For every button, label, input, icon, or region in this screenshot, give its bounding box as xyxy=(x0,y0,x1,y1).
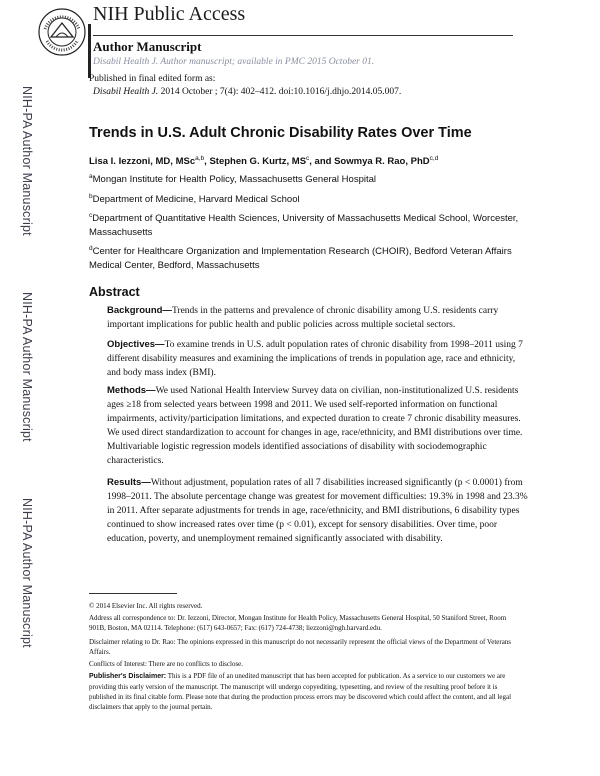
copyright-note: © 2014 Elsevier Inc. All rights reserved. xyxy=(89,602,203,610)
nih-public-access-title: NIH Public Access xyxy=(93,3,246,25)
section-label: Background— xyxy=(107,305,172,316)
sidebar-label-top: NIH-PA Author Manuscript xyxy=(20,86,34,236)
publisher-disclaimer xyxy=(89,671,519,712)
publisher-disclaimer-text: This is a PDF file of an unedited manuscript that has been accepted for publication. As a service to our customers we are providing this early version of the manuscript. The manuscript will undergo copyediting, typesetting, and review of the resulting proof before it is published in its final citable form. Please note that during the production process errors may be discovered which could affect the content, and all legal disclaimers that apply to the journal pertain. xyxy=(89,672,512,711)
citation-details: 2014 October ; 7(4): 402–412. doi:10.1016/j.dhjo.2014.05.007. xyxy=(158,87,402,97)
author-list xyxy=(89,155,438,167)
affiliation xyxy=(89,190,529,207)
affiliation-sup: d xyxy=(89,245,93,252)
availability-line[interactable] xyxy=(93,57,374,67)
author-affil-sup: a,b xyxy=(195,155,205,162)
affiliation-text: Department of Quantitative Health Sciences, University of Massachusetts Medical School, Worcester, Massachusetts xyxy=(89,213,519,239)
rao-disclaimer-note: Disclaimer relating to Dr. Rao: The opinions expressed in this manuscript do not necessarily represent the official views of the Department of Veterans Affairs. xyxy=(89,638,512,656)
affiliation-text: Department of Medicine, Harvard Medical School xyxy=(92,194,300,206)
article-title: Trends in U.S. Adult Chronic Disability Rates Over Time xyxy=(89,125,472,141)
section-text: Trends in the patterns and prevalence of chronic disability among U.S. residents carry important implications for public health and public policies across multiple societal sectors. xyxy=(107,306,499,330)
header-rule xyxy=(93,35,513,36)
affiliation xyxy=(89,170,529,187)
correspondence-note: Address all correspondence to: Dr. Iezzoni, Director, Mongan Institute for Health Policy, Massachusetts General Hospital, 50 Staniford Street, Room 901B, Boston, MA 02114. Telephone: (617) 643-0657; Fax: (617) 724-4738; liezzoni@ngh.harvard.edu. xyxy=(89,614,507,632)
affiliation xyxy=(89,209,529,240)
footnote-rule xyxy=(89,593,177,594)
abstract-methods xyxy=(107,384,531,468)
availability-text: Disabil Health J. Author manuscript; available in PMC 2015 October 01. xyxy=(93,57,375,67)
section-label: Results— xyxy=(107,477,151,488)
section-label: Objectives— xyxy=(107,339,165,350)
published-in-label: Published in final edited form as: xyxy=(89,74,216,84)
abstract-results xyxy=(107,476,531,546)
abstract-background xyxy=(107,304,531,332)
author-affil-sup: c,d xyxy=(429,155,439,162)
citation-line xyxy=(93,87,401,97)
affiliation-text: Center for Healthcare Organization and Implementation Research (CHOIR), Bedford Veteran Affairs Medical Center, Bedford, Massachusetts xyxy=(89,246,512,272)
author-separator: , and xyxy=(309,156,335,168)
author-name: Sowmya R. Rao, PhD xyxy=(334,156,430,168)
section-text: Without adjustment, population rates of all 7 disabilities increased significantly (p < 0.0001) from 1998–2011. The absolute percentage change was greatest for movement difficulties: 19.3% in 1998 and 23.3% in 2011. After separate adjustments for trends in age, race/ethnicity, and BMI distributions, 6 disability types continued to show increased rates over time (p < 0.01), except for sensory disabilities. Over time, poor education, poverty, and unemployment remained significantly associated with disability. xyxy=(107,478,528,544)
abstract-heading: Abstract xyxy=(89,285,140,299)
sidebar-label-bottom: NIH-PA Author Manuscript xyxy=(20,498,34,648)
journal-name: Disabil Health J. xyxy=(93,87,159,97)
publisher-disclaimer-label: Publisher's Disclaimer: xyxy=(89,673,167,680)
header-vertical-rule xyxy=(88,24,91,78)
conflicts-note: Conflicts of Interest: There are no conflicts to disclose. xyxy=(89,660,244,668)
affiliation-sup: a xyxy=(89,173,93,180)
sidebar-label-middle: NIH-PA Author Manuscript xyxy=(20,292,34,442)
section-label: Methods— xyxy=(107,385,156,396)
author-manuscript-label: Author Manuscript xyxy=(93,39,202,54)
section-text: We used National Health Interview Survey data on civilian, non-institutionalized U.S. residents ages ≥18 from selected years between 1998 and 2011. We used self-reported information on functional impairments, activity/participation limitations, and expected duration to create 7 chronic disability measures. We used direct standardization to account for changes in age, race/ethnicity, and BMI distributions over time. Multivariable logistic regression models identified associations of disability with sociodemographic characteristics. xyxy=(107,386,523,466)
section-text: To examine trends in U.S. adult population rates of chronic disability from 1998–2011 using 7 different disability measures and examining the implications of trends in population age, race and ethnicity, and body mass index (BMI). xyxy=(107,340,523,378)
author-name: Lisa I. Iezzoni, MD, MSc xyxy=(89,156,196,168)
author-name: Stephen G. Kurtz, MS xyxy=(209,156,307,168)
affiliation-text: Mongan Institute for Health Policy, Massachusetts General Hospital xyxy=(92,174,377,186)
author-affil-sup: c xyxy=(306,155,310,162)
affiliation-sup: b xyxy=(89,193,93,200)
author-separator: , xyxy=(204,156,210,168)
abstract-objectives xyxy=(107,338,531,380)
nih-logo xyxy=(37,7,87,57)
affiliation-sup: c xyxy=(89,212,93,219)
affiliation xyxy=(89,242,529,273)
